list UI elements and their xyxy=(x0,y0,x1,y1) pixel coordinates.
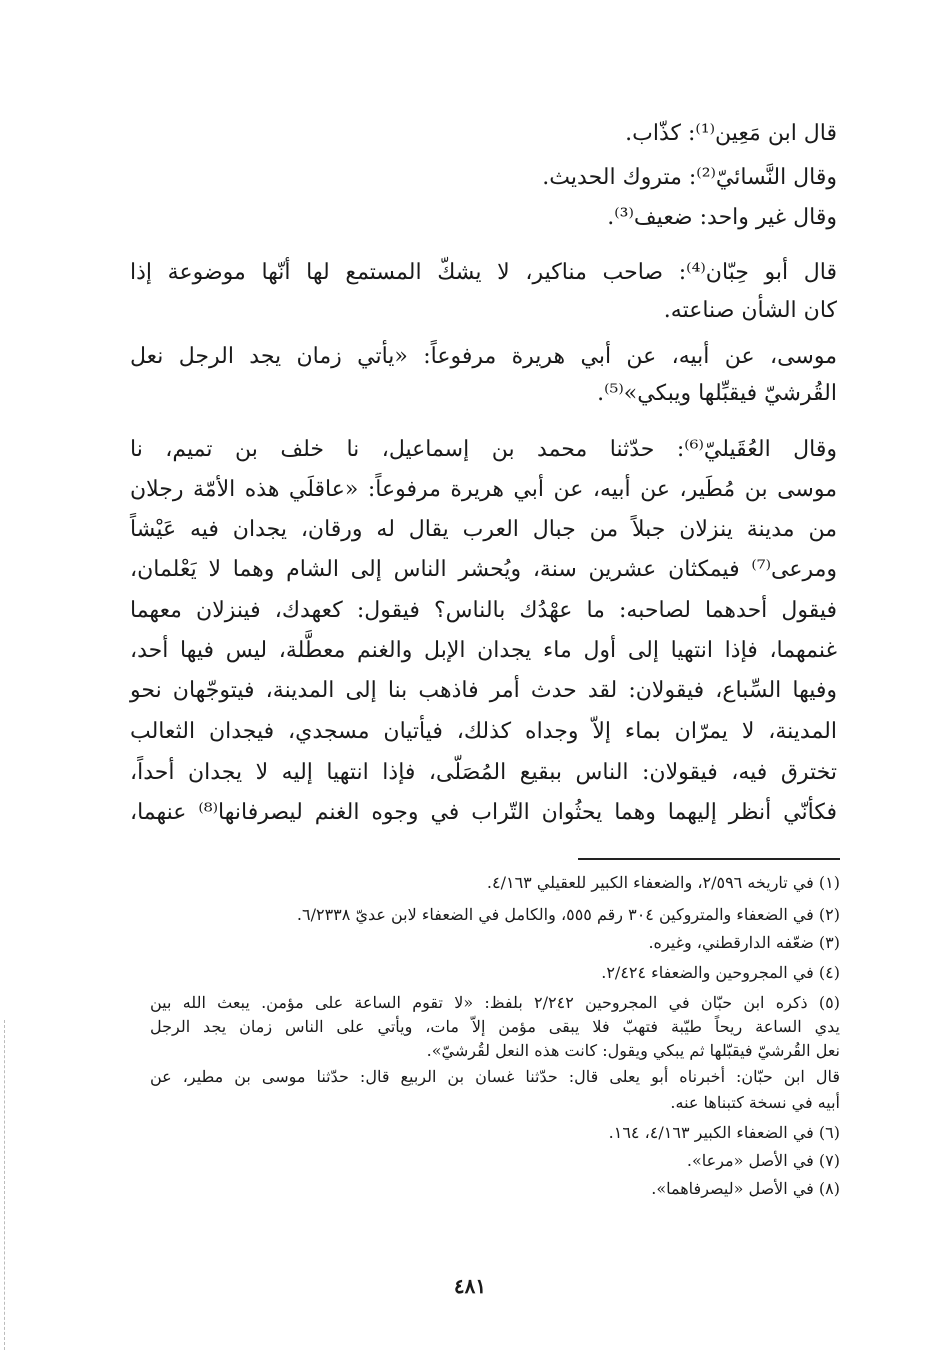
text-line: موسى بن مُطَير، عن أبيه، عن أبي هريرة مرفوعاً: «عاقلَي هذه الأمّة رجلان xyxy=(130,477,837,502)
text-line: وقال غير واحد: ضعيف⁽³⁾. xyxy=(607,205,837,230)
text-line: فكأنّي أنظر إليهما وهما يحثُوان التّراب في وجوه الغنم ليصرفانها⁽⁸⁾ عنهما، xyxy=(130,800,837,825)
footnote: (٣) ضعّفه الدارقطني، وغيره. xyxy=(648,933,840,952)
text-line: قال أبو حِبّان⁽⁴⁾: صاحب مناكير، لا يشكّ المستمع لها أنّها موضوعة إذا xyxy=(130,260,837,285)
text-line: موسى، عن أبيه، عن أبي هريرة مرفوعاً: «يأتي زمان يجد الرجل نعل xyxy=(130,344,837,369)
text-line: وقال العُقَيليّ⁽⁶⁾: حدّثنا محمد بن إسماعيل، نا خلف بن تميم، نا xyxy=(130,437,837,462)
footnote-continuation: يدي الساعة ريحاً طيّبة فتهبّ فلا يبقى مؤمن إلاّ مات، ويأتي على الناس زمان يجد الرجل xyxy=(150,1017,840,1036)
binding-edge-marks xyxy=(4,1020,7,1350)
text-line: من مدينة ينزلان جبلاً من جبال العرب يقال له ورقان، يجدان فيه عَيْشاً xyxy=(130,517,837,542)
footnote: (٥) ذكره ابن حبّان في المجروحين ٢/٢٤٢ بلفظ: «لا تقوم الساعة على مؤمن. يبعث الله بين xyxy=(150,993,841,1012)
footnote: (٢) في الضعفاء والمتروكين ٣٠٤ رقم ٥٥٥، والكامل في الضعفاء لابن عديّ ٦/٢٣٣٨. xyxy=(296,905,840,924)
text-line: قال ابن مَعِين⁽¹⁾: كذّاب. xyxy=(625,121,837,146)
footnote-continuation: نعل القُرشيّ فيقبّلها ثم يبكي ويقول: كانت هذه النعل لقُرشيّ». xyxy=(426,1041,840,1060)
text-line: القُرشيّ فيقبِّلها ويبكي»⁽⁵⁾. xyxy=(597,381,837,406)
text-line: وقال النَّسائيّ⁽²⁾: متروك الحديث. xyxy=(542,165,837,190)
footnotes xyxy=(150,0,840,1240)
text-line: وفيها السِّباع، فيقولان: لقد حدث أمر فاذهب بنا إلى المدينة، فيتوجّهان نحو xyxy=(130,678,837,703)
text-line: تخترق فيه، فيقولان: الناس ببقيع المُصَلّى، فإذا انتهيا إليه لا يجدان أحداً، xyxy=(130,760,837,785)
footnote-continuation: قال ابن حبّان: أخبرناه أبو يعلى قال: حدّثنا غسان بن الربيع قال: حدّثنا موسى بن مطير، عن xyxy=(150,1067,840,1086)
footnote: (١) في تاريخه ٢/٥٩٦، والضعفاء الكبير للعقيلي ٤/١٦٣. xyxy=(486,873,840,892)
text-line: المدينة، لا يمرّان بماء إلاّ وجداه كذلك، فيأتيان مسجدي، فيجدان الثعالب xyxy=(130,719,837,744)
footnote: (٧) في الأصل «مرعا». xyxy=(686,1151,840,1170)
text-line: فيقول أحدهما لصاحبه: ما عهْدُك بالناس؟ فيقول: كعهدك، فينزلان معهما xyxy=(130,598,837,623)
footnote: (٦) في الضعفاء الكبير ٤/١٦٣، ١٦٤. xyxy=(608,1123,840,1142)
text-line: ومرعى⁽⁷⁾ فيمكثان عشرين سنة، ويُحشر الناس إلى الشام وهما لا يَعْلمان، xyxy=(130,557,837,582)
footnote: (٨) في الأصل «ليصرفاهما». xyxy=(651,1179,840,1198)
text-line: كان الشأن صناعته. xyxy=(663,298,837,323)
footnote: (٤) في المجروحين والضعفاء ٢/٤٢٤. xyxy=(601,963,840,982)
page-number: ٤٨١ xyxy=(453,1274,487,1298)
footnote-continuation: أبيه في نسخة كتبناها عنه. xyxy=(670,1093,840,1112)
text-line: غنمهما، فإذا انتهيا إلى أول ماء يجدان الإبل والغنم معطَّلة، ليس فيها أحد، xyxy=(130,638,837,663)
